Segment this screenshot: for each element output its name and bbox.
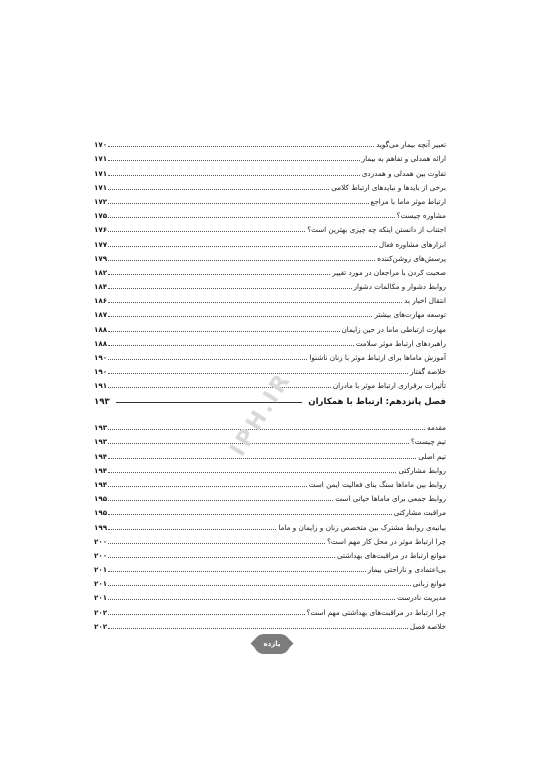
leader-dots	[108, 605, 304, 615]
leader-dots	[108, 166, 360, 176]
toc-title: تأثیرات برقراری ارتباط موثر با مادران	[332, 381, 446, 391]
leader-dots	[108, 477, 307, 487]
toc-page: ۲۰۰	[94, 550, 108, 560]
toc-row[interactable]	[94, 149, 446, 163]
toc-page: ۱۷۶	[94, 225, 108, 235]
toc-row[interactable]	[94, 291, 446, 305]
toc-page: ۱۷۵	[94, 211, 108, 221]
toc-page: ۱۸۷	[94, 310, 108, 320]
toc-row[interactable]	[94, 517, 446, 531]
chapter-page: ۱۹۳	[94, 397, 110, 407]
toc-row[interactable]	[94, 319, 446, 333]
toc-row[interactable]	[94, 135, 446, 149]
toc-row[interactable]	[94, 206, 446, 220]
toc-title: روابط جمعی برای ماماها حیاتی است	[335, 494, 446, 504]
leader-dots	[108, 463, 396, 473]
toc-title: روابط بین ماماها سنگ بنای فعالیت ایمن است	[308, 479, 446, 489]
leader-dots	[108, 505, 392, 515]
leader-dots	[108, 520, 276, 530]
toc-title: تیم چیست؟	[410, 437, 446, 447]
toc-page: ۱۸۴	[94, 282, 108, 292]
toc-row[interactable]	[94, 163, 446, 177]
toc-page: ۱۹۳	[94, 423, 108, 433]
leader-dots	[108, 222, 305, 232]
toc-title: اجتناب از دانستن اینکه چه چیزی بهترین است؟	[307, 225, 446, 235]
toc-title: موانع زبانی	[412, 579, 446, 589]
toc-row[interactable]	[94, 532, 446, 546]
toc-row[interactable]	[94, 192, 446, 206]
toc-title: ابزارهای مشاوره فعال	[378, 239, 446, 249]
toc-page: ۱۹۵	[94, 494, 108, 504]
toc-page: ۱۹۴	[94, 465, 108, 475]
toc-row[interactable]	[94, 277, 446, 291]
toc-row[interactable]	[94, 461, 446, 475]
leader-dots	[108, 208, 394, 218]
toc-page: ۲۰۲	[94, 621, 108, 631]
toc-title: خلاصه گفتار	[410, 367, 446, 377]
toc-row[interactable]	[94, 588, 446, 602]
toc-row[interactable]	[94, 617, 446, 631]
leader-dots	[108, 534, 325, 544]
toc-row[interactable]	[94, 489, 446, 503]
toc-title: مهارت ارتباطی ماما در حین زایمان	[341, 324, 446, 334]
leader-dots	[108, 491, 333, 501]
toc-row[interactable]	[94, 263, 446, 277]
toc-row[interactable]	[94, 546, 446, 560]
toc-row[interactable]	[94, 446, 446, 460]
toc-page: ۲۰۲	[94, 607, 108, 617]
toc-row[interactable]	[94, 178, 446, 192]
toc-page: ۱۹۱	[94, 381, 108, 391]
leader-dots	[108, 137, 374, 147]
watermark: IPH.IR	[225, 367, 297, 462]
toc-page: ۱۹۹	[94, 522, 108, 532]
toc-page: ۱۷۹	[94, 253, 108, 263]
page-number-badge	[254, 634, 290, 654]
toc-title: تیم اصلی	[418, 451, 446, 461]
page-number: یازده	[263, 640, 281, 648]
leader-dots	[108, 548, 335, 558]
toc-row[interactable]	[94, 305, 446, 319]
toc-page: ۱۹۰	[94, 353, 108, 362]
toc-row[interactable]	[94, 348, 446, 362]
toc-page: ۱۹۴	[94, 479, 108, 489]
toc-page: ۱۷۲	[94, 196, 108, 206]
toc-title: بیانیه‌ی روابط مشترک بین متخصص زنان و زایمان و ماما	[278, 522, 446, 532]
leader-dots	[108, 364, 408, 374]
leader-dots	[108, 265, 330, 275]
toc-section-1	[94, 135, 446, 390]
toc-page: ۱۷۱	[94, 154, 108, 164]
toc-page: ۱۸۶	[94, 296, 108, 306]
leader-dots	[108, 279, 351, 289]
leader-dots	[108, 350, 307, 360]
toc-row[interactable]	[94, 560, 446, 574]
toc-row[interactable]	[94, 234, 446, 248]
toc-row[interactable]	[94, 249, 446, 263]
leader-dots	[108, 194, 368, 204]
toc-page: ۱۹۵	[94, 508, 108, 518]
toc-title: پرسش‌های روشن‌کننده	[377, 253, 446, 263]
leader-dots	[108, 307, 372, 317]
toc-page: ۲۰۱	[94, 565, 108, 575]
toc-title: خلاصه فصل	[409, 621, 446, 631]
leader-dots	[108, 619, 408, 629]
toc-title: چرا ارتباط موثر در محل کار مهم است؟	[327, 536, 446, 546]
toc-title: ارائه همدلی و تفاهم به بیمار	[361, 154, 446, 164]
toc-title: راهبردهای ارتباط موثر سلامت	[355, 338, 446, 348]
leader-dots	[108, 378, 331, 388]
toc-title: بی‌اعتمادی و ناراحتی بیمار	[367, 565, 446, 575]
toc-page: ۱۹۴	[94, 451, 108, 461]
toc-title: تفاوت بین همدلی و همدردی	[361, 168, 446, 178]
toc-page: ۱۷۱	[94, 168, 108, 178]
leader-dots	[108, 237, 377, 247]
toc-page: ۱۷۷	[94, 239, 108, 249]
toc-row[interactable]	[94, 334, 446, 348]
leader-dots	[108, 251, 375, 261]
toc-title: مدیریت نادرست	[397, 593, 446, 603]
toc-title: موانع ارتباط در مراقبت‌های بهداشتی	[336, 550, 446, 560]
toc-title: انتقال اخبار بد	[404, 296, 446, 306]
leader-dots	[108, 336, 354, 346]
toc-title: روابط دشوار و مکالمات دشوار	[353, 282, 446, 292]
toc-row[interactable]	[94, 574, 446, 588]
chapter-title: فصل پانزدهم: ارتباط با همکاران	[308, 397, 446, 407]
toc-page: ۱۸۸	[94, 338, 108, 348]
toc-page: ۱۸۸	[94, 324, 108, 334]
leader-dots	[108, 562, 366, 572]
toc-page: ۱۷۱	[94, 182, 108, 192]
toc-section-2	[94, 418, 446, 631]
toc-title: برخی از بایدها و نبایدهای ارتباط کلامی	[331, 182, 446, 192]
toc-page: ۲۰۱	[94, 579, 108, 589]
leader-dots	[108, 180, 329, 190]
toc-page: ۲۰۰	[94, 536, 108, 546]
leader-dots	[108, 449, 416, 459]
toc-title: مراقبت مشارکتی	[393, 508, 446, 518]
leader-dots	[108, 293, 402, 303]
leader-dots	[108, 576, 411, 586]
toc-row[interactable]	[94, 503, 446, 517]
leader-dots	[108, 151, 359, 161]
toc-row[interactable]	[94, 362, 446, 376]
toc-row[interactable]	[94, 475, 446, 489]
toc-row[interactable]	[94, 220, 446, 234]
leader-dots	[108, 322, 339, 332]
toc-title: تعبیر آنچه بیمار می‌گوید	[376, 140, 446, 150]
leader-dots	[108, 590, 395, 600]
toc-row[interactable]	[94, 602, 446, 616]
toc-title: توسعه مهارت‌های بیشتر	[374, 310, 446, 320]
toc-page: ۱۹۳	[94, 437, 108, 447]
toc-title: روابط مشارکتی	[398, 465, 446, 475]
toc-title: مقدمه	[427, 423, 446, 433]
toc-row[interactable]	[94, 432, 446, 446]
toc-title: ارتباط موثر ماما با مراجع	[370, 196, 446, 206]
toc-page: ۱۹۰	[94, 367, 108, 377]
toc-title: چرا ارتباط در مراقبت‌های بهداشتی مهم است؟	[306, 607, 446, 617]
toc-page: ۱۸۲	[94, 267, 108, 277]
toc-page: ۲۰۱	[94, 593, 108, 603]
toc-page: ۱۷۰	[94, 140, 108, 150]
toc-title: صحبت کردن با مراجعان در مورد تغییر	[332, 267, 446, 277]
toc-title: مشاوره چیست؟	[396, 211, 446, 221]
toc-title: آموزش ماماها برای ارتباط موثر با زنان ناشنوا	[309, 353, 446, 362]
